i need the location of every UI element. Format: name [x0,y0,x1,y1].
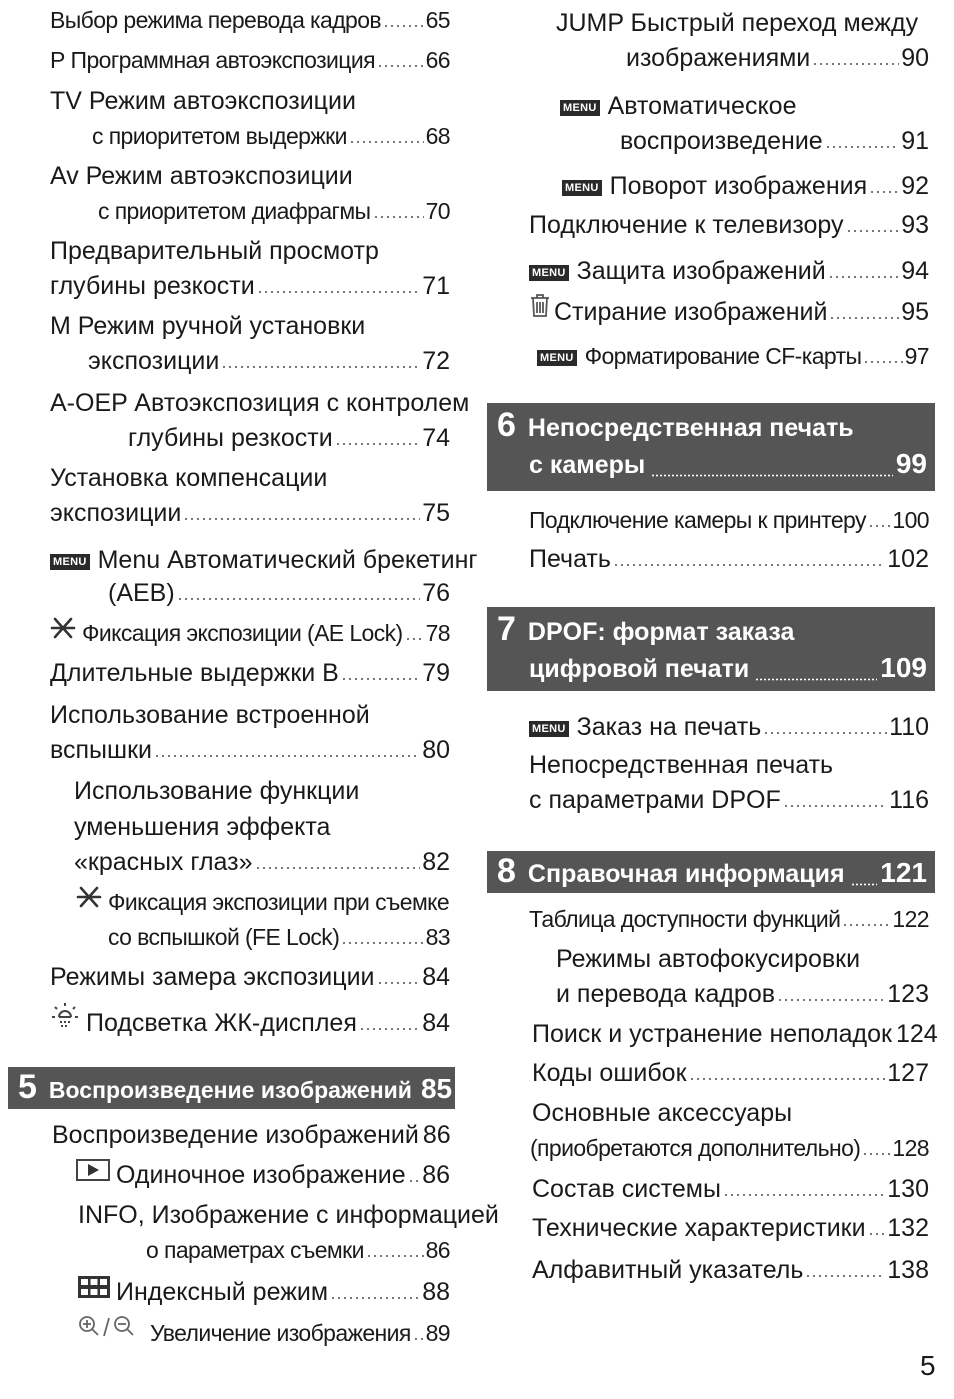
toc-entry-text: Режимы автофокусировки [556,945,861,973]
dot-leader [846,229,900,233]
toc-entry[interactable] [50,658,450,688]
toc-entry[interactable] [52,1120,450,1150]
toc-entry-text: JUMP Быстрый переход между [556,9,919,37]
dot-leader [689,1077,886,1081]
toc-entry[interactable] [108,922,450,952]
toc-page: 138 [887,1256,929,1284]
toc-entry-text: Использование встроенной [50,701,370,729]
toc-entry[interactable] [532,1174,929,1204]
toc-page: 100 [892,507,929,533]
toc-entry-text: Автоматическое [607,92,797,120]
section-5-header[interactable] [8,1067,455,1109]
toc-entry[interactable] [50,735,450,765]
toc-page: 65 [425,7,450,33]
toc-entry-text: со вспышкой (FE Lock) [108,924,340,950]
toc-entry-text: INFO, Изображение с информацией [78,1201,499,1229]
toc-entry[interactable] [108,578,450,608]
toc-entry[interactable] [50,1003,450,1038]
toc-page: 102 [887,545,929,573]
section-title: Справочная информация [527,860,845,888]
toc-entry[interactable] [50,5,450,35]
toc-entry-text: Таблица доступности функций [529,906,841,932]
toc-entry[interactable] [532,1019,938,1049]
toc-entry-text: Установка компенсации [50,464,328,492]
toc-entry[interactable] [532,1058,929,1088]
toc-entry-text: воспроизведение [620,127,823,155]
section-title-line2: с камеры [529,451,646,479]
toc-entry[interactable] [88,346,450,376]
dot-leader [257,290,420,294]
toc-entry-line1[interactable] [50,311,365,341]
dot-leader [812,62,899,66]
toc-entry[interactable] [128,423,450,453]
section-title-line1: DPOF: формат заказа [527,618,795,646]
toc-entry-text: Основные аксессуары [532,1099,793,1127]
toc-entry-text: о параметрах съемки [146,1237,364,1263]
toc-entry[interactable] [529,785,929,815]
toc-page: 128 [892,1135,929,1161]
toc-page: 95 [901,298,929,326]
section-title: Воспроизведение изображений [48,1077,412,1103]
toc-entry[interactable] [74,847,450,877]
section-6-header[interactable] [487,403,935,491]
toc-entry-text: Непосредственная печать [529,751,834,779]
toc-entry-text: с приоритетом диафрагмы [98,198,371,224]
toc-page: 84 [422,1009,450,1037]
toc-entry-text: глубины резкости [50,272,255,300]
toc-entry-text: Выбор режима перевода кадров [50,7,382,33]
toc-entry-text: TV Режим автоэкспозиции [50,87,356,115]
toc-page: 91 [901,127,929,155]
dot-leader [377,64,424,68]
toc-entry-text: Воспроизведение изображений [52,1121,419,1149]
menu-icon: MENU [562,180,602,196]
dot-leader [183,517,420,521]
toc-page: 76 [422,579,450,607]
toc-entry-line1[interactable] [532,1098,792,1128]
toc-page: 78 [425,620,450,646]
dot-leader [723,1193,885,1197]
toc-entry[interactable] [529,294,929,327]
dot-leader [405,637,424,641]
toc-entry-line1[interactable] [50,463,327,493]
toc-entry-text: Увеличение изображения [150,1320,411,1346]
dot-leader [868,1232,886,1236]
toc-entry[interactable] [50,45,450,75]
toc-entry-line1[interactable] [556,8,918,38]
toc-page: 75 [422,499,450,527]
section-7-header[interactable] [487,607,935,691]
section-page: 109 [880,652,927,683]
toc-entry[interactable] [530,1133,929,1163]
toc-entry-text: Подключение камеры к принтеру [529,507,866,533]
toc-page: 82 [422,848,450,876]
section-number: 6 [497,406,516,444]
toc-page: 70 [425,198,450,224]
toc-entry[interactable] [562,171,929,201]
toc-entry-text: Состав системы [532,1175,721,1203]
toc-page: 71 [422,272,450,300]
toc-page: 72 [422,347,450,375]
toc-entry[interactable] [50,498,450,528]
toc-entry-text: Использование функции [74,777,360,805]
toc-entry[interactable] [78,1317,450,1348]
dot-leader [330,1296,420,1300]
toc-page: 93 [901,211,929,239]
section-page: 85 [420,1073,453,1104]
section-number: 8 [497,852,516,890]
dot-leader [177,597,421,601]
toc-page: 132 [887,1214,929,1242]
toc-entry[interactable] [50,962,450,992]
toc-entry-text: Форматирование CF-карты [584,343,862,369]
toc-entry-line1[interactable] [50,388,469,418]
toc-page: 68 [425,123,450,149]
dot-leader [408,1179,421,1183]
section-page: 99 [895,448,927,479]
dot-leader [335,442,420,446]
toc-entry-text: и перевода кадров [556,980,776,1008]
toc-entry-line1[interactable] [556,944,860,974]
lcd-illumination-icon [50,1001,80,1029]
toc-entry-text: Индексный режим [116,1278,329,1306]
section-8-header[interactable] [487,851,935,893]
toc-page: 116 [889,786,929,814]
toc-entry-text: экспозиции [88,347,220,375]
menu-icon: MENU [50,554,90,570]
trash-icon [529,292,551,318]
section-title-line2: цифровой печати [529,655,750,683]
toc-entry-line1[interactable] [50,236,379,266]
toc-entry-text: Защита изображений [576,257,826,285]
dot-leader [777,998,885,1002]
toc-entry-text: Предварительный просмотр [50,237,379,265]
toc-entry-text: Технические характеристики [532,1214,866,1242]
toc-page: 94 [901,257,929,285]
toc-entry[interactable] [529,544,929,574]
toc-entry-text: с параметрами DPOF [529,786,781,814]
toc-entry-text: Поворот изображения [609,172,868,200]
dot-leader [825,145,899,149]
toc-entry-text: М Режим ручной установки [50,312,366,340]
toc-entry-text: Р Программная автоэкспозиция [50,47,375,73]
toc-page: 89 [425,1320,450,1346]
toc-entry-text: Av Режим автоэкспозиции [50,162,353,190]
toc-page: 84 [422,963,450,991]
toc-entry-text: Подсветка ЖК-дисплея [86,1009,357,1037]
toc-entry-line1[interactable] [50,161,353,191]
toc-page: 123 [887,980,929,1008]
dot-leader [221,365,420,369]
dot-leader [413,1337,424,1341]
dot-leader [868,524,891,528]
asterisk-lock-icon [50,617,76,639]
dot-leader [349,140,424,144]
toc-page: 83 [425,924,450,950]
toc-page: 86 [425,1237,450,1263]
toc-entry[interactable] [556,979,929,1009]
dot-leader [341,941,423,945]
toc-entry-text: Фиксация экспозиции при съемке [108,889,450,915]
toc-entry-line1[interactable] [78,1200,499,1230]
menu-icon: MENU [529,721,569,737]
toc-entry[interactable] [532,1255,929,1285]
toc-page: 127 [887,1059,929,1087]
dot-leader [651,474,893,477]
asterisk-lock-icon [76,886,102,908]
section-page: 121 [880,857,927,888]
toc-entry-line1[interactable] [76,887,449,917]
toc-entry-text: A-OEP Автоэкспозиция с контролем [50,389,470,417]
toc-page: 88 [422,1278,450,1306]
toc-entry[interactable] [146,1235,450,1265]
dot-leader [755,678,877,681]
toc-page: 86 [422,1161,450,1189]
toc-entry-text: Подключение к телевизору [529,211,844,239]
toc-entry[interactable] [537,341,929,371]
toc-entry-text: Поиск и устранение неполадок [532,1020,892,1048]
dot-leader [842,923,890,927]
dot-leader [763,731,887,735]
toc-entry-text: глубины резкости [128,424,333,452]
dot-leader [613,563,885,567]
toc-entry-text: Menu Автоматический брекетинг [97,546,478,574]
dot-leader [359,1027,420,1031]
toc-entry-text: Алфавитный указатель [532,1256,804,1284]
toc-page: 74 [422,424,450,452]
toc-entry-text: уменьшения эффекта [74,813,331,841]
toc-page: 79 [422,659,450,687]
section-number: 5 [18,1068,37,1106]
toc-entry-line1[interactable] [50,700,370,730]
dot-leader [373,215,424,219]
toc-entry-text: с приоритетом выдержки [92,123,347,149]
dot-leader [366,1254,424,1258]
toc-entry-text: Одиночное изображение [116,1161,406,1189]
index-grid-icon [78,1276,110,1298]
toc-entry-text: «красных глаз» [74,848,253,876]
dot-leader [863,360,902,364]
toc-entry-line1[interactable] [529,750,833,780]
menu-icon: MENU [537,350,577,366]
toc-entry-text: изображениями [626,44,811,72]
toc-entry[interactable] [529,505,929,535]
toc-page: 110 [889,713,929,741]
toc-entry[interactable] [78,1277,450,1307]
toc-page: 124 [895,1020,938,1048]
toc-page: 80 [422,736,450,764]
toc-entry[interactable] [626,43,929,73]
toc-entry-text: Стирание изображений [554,298,828,326]
toc-entry-text: Длительные выдержки B [50,659,339,687]
toc-entry-text: Коды ошибок [532,1059,687,1087]
toc-entry[interactable] [529,904,929,934]
dot-leader [805,1274,885,1278]
toc-page: 122 [892,906,929,932]
section-number: 7 [497,610,516,648]
toc-entry[interactable] [76,1160,450,1190]
toc-page: 130 [887,1175,929,1203]
section-title-line1: Непосредственная печать [527,414,854,442]
dot-leader [828,275,899,279]
toc-entry[interactable] [532,1213,929,1243]
dot-leader [783,804,887,808]
menu-icon: MENU [560,100,600,116]
toc-page: 86 [422,1121,451,1149]
toc-page: 66 [425,47,450,73]
dot-leader [862,1152,890,1156]
toc-entry-text: Фиксация экспозиции (AE Lock) [82,620,403,646]
toc-entry-line1[interactable] [50,86,356,116]
dot-leader [377,981,421,985]
dot-leader [341,677,420,681]
toc-page: 90 [901,44,929,72]
menu-icon: MENU [529,265,569,281]
toc-entry-line1[interactable] [74,776,359,806]
play-icon [76,1159,110,1181]
dot-leader [869,190,899,194]
dot-leader [851,883,878,886]
toc-entry-text: Заказ на печать [576,713,762,741]
toc-entry[interactable] [50,618,450,648]
toc-entry[interactable] [529,256,929,286]
dot-leader [383,24,424,28]
dot-leader [829,316,899,320]
toc-entry-text: Печать [529,545,611,573]
zoom-in-out-icon [78,1315,144,1339]
toc-entry-text: вспышки [50,736,152,764]
toc-entry-text: экспозиции [50,499,182,527]
page-number: 5 [920,1350,936,1381]
toc-entry[interactable] [50,271,450,301]
toc-entry[interactable] [529,210,929,240]
toc-entry-line2[interactable] [74,812,330,842]
toc-entry[interactable] [620,126,929,156]
toc-page: 97 [904,343,929,369]
toc-entry-line1[interactable] [560,91,797,121]
dot-leader [154,754,420,758]
dot-leader [255,866,421,870]
toc-page: 92 [901,172,929,200]
toc-entry[interactable] [92,121,450,151]
toc-entry-text: (AEB) [108,579,175,607]
toc-entry[interactable] [529,712,929,742]
toc-entry-text: Режимы замера экспозиции [50,963,375,991]
toc-entry[interactable] [98,196,450,226]
toc-entry-line1[interactable] [50,545,478,575]
toc-entry-text: (приобретаются дополнительно) [530,1135,861,1161]
